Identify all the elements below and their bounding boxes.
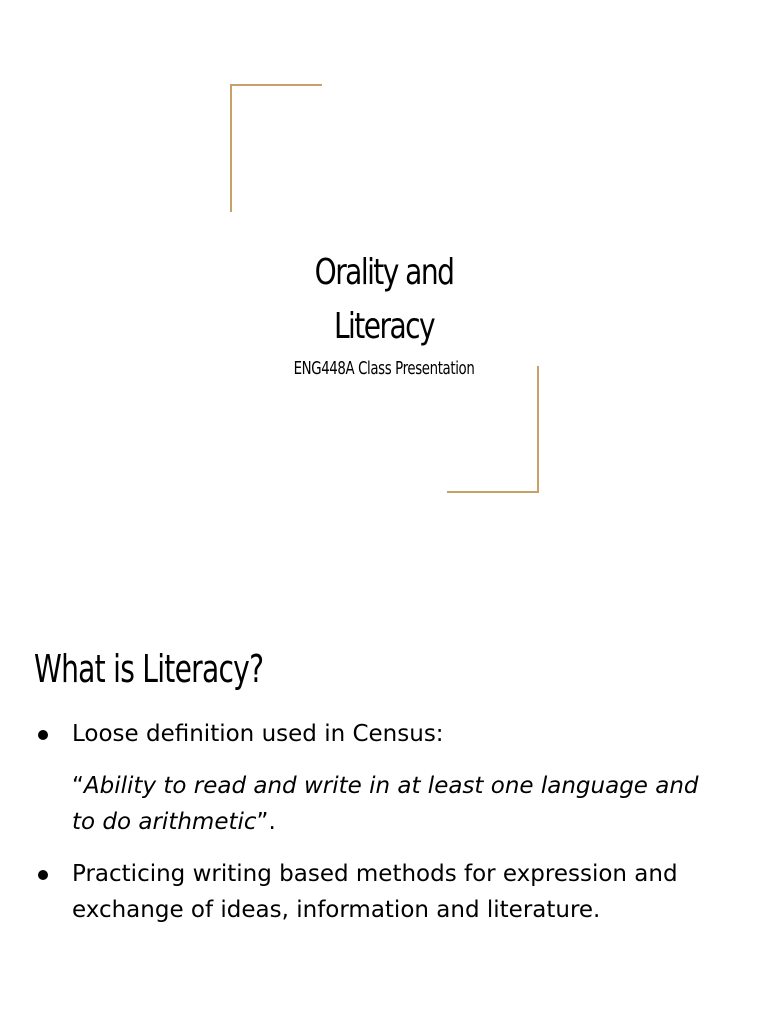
- census-definition-quote: [34, 768, 724, 840]
- bullet-icon: [38, 870, 48, 880]
- presentation-subtitle: ENG448A Class Presentation: [293, 358, 475, 379]
- bottom-right-corner-bracket: [447, 366, 539, 493]
- quote-text: Ability to read and write in at least one language and to do arithmetic: [72, 773, 699, 835]
- list-item: [34, 716, 724, 752]
- slide-heading: What is Literacy?: [34, 647, 264, 691]
- bullet-icon: [38, 730, 48, 740]
- content-slide: [0, 576, 768, 1024]
- bullet-text: Practicing writing based methods for expression and exchange of ideas, information and literature.: [72, 861, 678, 923]
- quote-close-mark: ”.: [256, 809, 276, 835]
- presentation-title: [84, 246, 683, 354]
- top-left-corner-bracket: [230, 84, 322, 212]
- title-line-1: Orality and: [314, 252, 454, 294]
- quote-open-mark: “: [72, 773, 84, 799]
- bullet-text: Loose definition used in Census:: [72, 721, 444, 747]
- list-item: [34, 856, 724, 928]
- bullet-list: [34, 716, 724, 928]
- title-line-2: Literacy: [333, 306, 435, 348]
